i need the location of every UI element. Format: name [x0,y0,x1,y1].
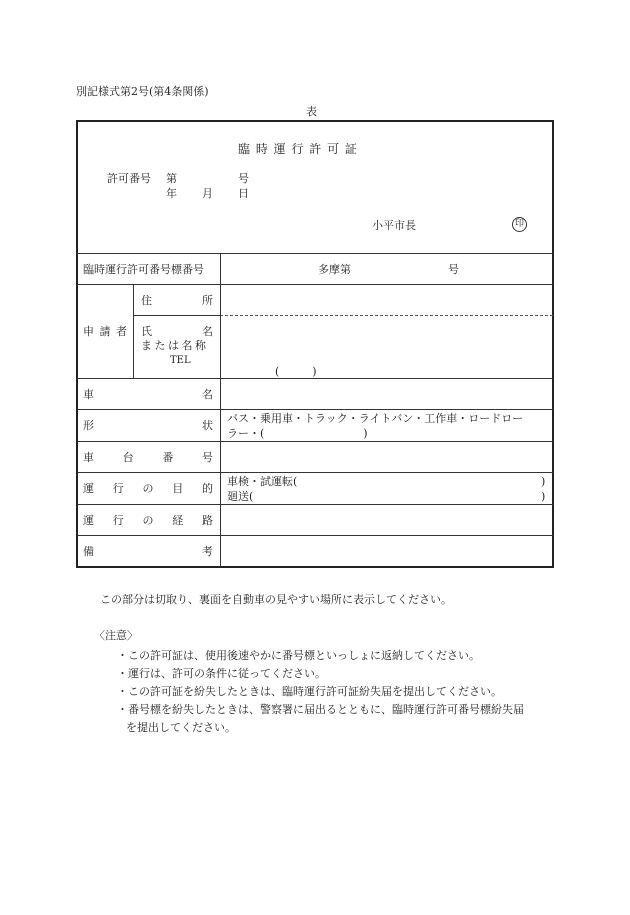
note-item: ・この許可証は、使用後速やかに番号標といっしょに返納してください。 [117,649,480,662]
purpose-line1: 車検・試運転( [227,475,298,488]
tel-label: TEL [170,355,191,366]
purpose-label: 運 行 の 目 的 [83,482,213,495]
shape-label: 形 状 [83,419,213,432]
issuer-name: 小平市長 [372,219,416,232]
certificate-title: 臨 時 運 行 許 可 証 [238,142,358,156]
name-label: 氏 名 [141,325,213,338]
note-item: ・この許可証を紛失したときは、臨時運行許可証紛失届を提出してください。 [117,685,502,698]
row-divider [77,378,553,379]
row-divider [77,535,553,536]
chassis-number-label: 車 台 番 号 [83,451,213,464]
note-item: を提出してください。 [126,721,236,734]
name-label-alt: または名称 [141,339,209,352]
purpose-line2: 廻送( [227,490,254,503]
purpose-close-paren-2: ) [541,490,546,503]
date-day: 日 [238,187,249,200]
plate-prefix: 多摩第 [318,263,351,276]
plate-suffix: 号 [448,263,459,276]
shape-options-line2: ラー・( ) [227,427,368,440]
row-divider [77,504,553,505]
column-divider [220,253,221,567]
row-divider [77,284,553,285]
date-year: 年 [166,187,177,200]
plate-number-label: 臨時運行許可番号標番号 [83,263,204,276]
form-reference: 別記様式第2号(第4条関係) [76,85,209,98]
note-item: ・番号標を紛失したときは、警察署に届出るとともに、臨時運行許可番号標紛失届 [117,703,524,716]
side-label: 表 [306,105,317,118]
row-divider [133,315,220,316]
row-divider [77,472,553,473]
row-divider [77,409,553,410]
tel-parens: ( ) [275,365,317,378]
notes-heading: 〈注意〉 [94,629,138,642]
address-label: 住 所 [141,294,213,307]
route-label: 運 行 の 経 路 [83,514,213,527]
row-divider [77,253,553,254]
applicant-column-divider [133,284,134,378]
address-name-divider [220,315,553,316]
cut-instruction: この部分は切取り、裏面を自動車の見やすい場所に表示してください。 [100,593,452,606]
applicant-label: 申 請 者 [83,325,127,338]
car-name-label: 車 名 [83,388,213,401]
seal-mark: 印 [512,217,527,232]
note-item: ・運行は、許可の条件に従ってください。 [117,667,326,680]
purpose-close-paren-1: ) [541,475,546,488]
permit-number-label: 許可番号 [107,172,151,185]
date-month: 月 [202,187,213,200]
permit-go: 号 [238,172,249,185]
shape-options-line1: バス・乗用車・トラック・ライトバン・工作車・ロードロー [227,412,524,425]
row-divider [77,441,553,442]
permit-dai: 第 [166,172,177,185]
remarks-label: 備 考 [83,545,213,558]
